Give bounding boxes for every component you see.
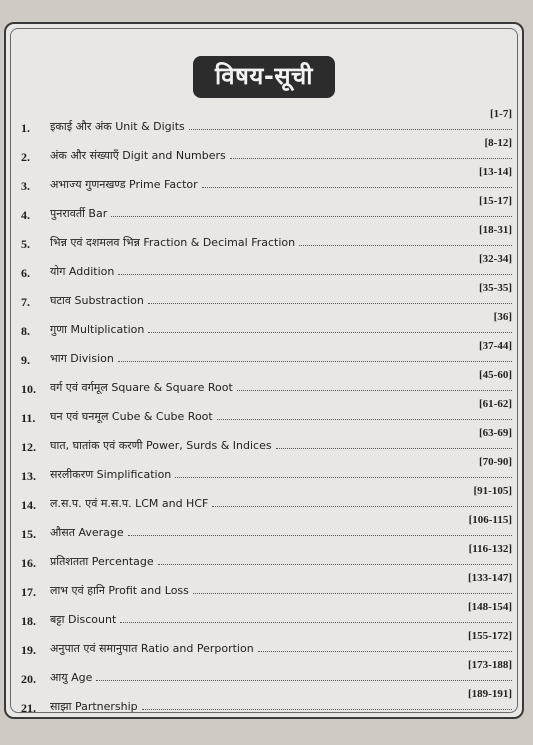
toc-entry — [16, 456, 516, 485]
entry-page-range: [189-191] — [468, 688, 512, 700]
entry-number: 13. — [21, 469, 36, 483]
entry-page-range: [133-147] — [468, 572, 512, 584]
entry-topic: पुनरावर्ती Bar — [50, 207, 108, 220]
entry-topic: बट्टा Discount — [50, 613, 117, 626]
entry-number: 4. — [21, 208, 30, 222]
entry-page-range: [116-132] — [468, 543, 512, 555]
entry-topic: अंक और संख्याएँ Digit and Numbers — [50, 149, 226, 162]
toc-entry — [16, 195, 516, 224]
dotted-leader — [230, 158, 512, 159]
toc-entry — [16, 137, 516, 166]
dotted-leader — [96, 680, 512, 681]
dotted-leader — [299, 245, 512, 246]
toc-entry — [16, 282, 516, 311]
entry-number: 3. — [21, 179, 30, 193]
entry-number: 5. — [21, 237, 30, 251]
entry-topic: औसत Average — [50, 526, 124, 539]
entry-page-range: [8-12] — [484, 137, 512, 149]
entry-topic: घटाव Substraction — [50, 294, 144, 307]
dotted-leader — [193, 593, 512, 594]
dotted-leader — [128, 535, 512, 536]
entry-topic: इकाई और अंक Unit & Digits — [50, 120, 185, 133]
entry-page-range: [63-69] — [479, 427, 512, 439]
entry-page-range: [91-105] — [473, 485, 512, 497]
entry-topic: ल.स.प. एवं म.स.प. LCM and HCF — [50, 497, 209, 510]
entry-page-range: [61-62] — [479, 398, 512, 410]
entry-number: 20. — [21, 672, 36, 686]
dotted-leader — [120, 622, 512, 623]
dotted-leader — [175, 477, 512, 478]
entry-topic: प्रतिशतता Percentage — [50, 555, 154, 568]
dotted-leader — [118, 274, 512, 275]
entry-topic: लाभ एवं हानि Profit and Loss — [50, 584, 189, 597]
entry-page-range: [32-34] — [479, 253, 512, 265]
table-of-contents — [16, 108, 516, 717]
entry-number: 6. — [21, 266, 30, 280]
dotted-leader — [158, 564, 512, 565]
toc-entry — [16, 253, 516, 282]
entry-number: 17. — [21, 585, 36, 599]
entry-page-range: [70-90] — [479, 456, 512, 468]
dotted-leader — [142, 709, 512, 710]
title-banner — [6, 56, 522, 98]
toc-entry — [16, 659, 516, 688]
toc-entry — [16, 398, 516, 427]
toc-entry — [16, 572, 516, 601]
dotted-leader — [148, 303, 512, 304]
dotted-leader — [111, 216, 512, 217]
entry-topic: घात, घातांक एवं करणी Power, Surds & Indices — [50, 439, 272, 452]
toc-entry — [16, 340, 516, 369]
entry-topic: भाग Division — [50, 352, 114, 365]
entry-number: 18. — [21, 614, 36, 628]
entry-topic: योग Addition — [50, 265, 115, 278]
dotted-leader — [118, 361, 512, 362]
entry-number: 1. — [21, 121, 30, 135]
entry-number: 10. — [21, 382, 36, 396]
entry-number: 21. — [21, 701, 36, 715]
toc-entry — [16, 311, 516, 340]
dotted-leader — [148, 332, 512, 333]
entry-page-range: [45-60] — [479, 369, 512, 381]
entry-page-range: [1-7] — [490, 108, 512, 120]
entry-number: 19. — [21, 643, 36, 657]
dotted-leader — [276, 448, 512, 449]
entry-page-range: [36] — [493, 311, 512, 323]
entry-page-range: [18-31] — [479, 224, 512, 236]
entry-topic: भिन्न एवं दशमलव भिन्न Fraction & Decimal Fraction — [50, 236, 296, 249]
dotted-leader — [202, 187, 512, 188]
entry-number: 16. — [21, 556, 36, 570]
entry-number: 2. — [21, 150, 30, 164]
toc-entry — [16, 166, 516, 195]
toc-entry — [16, 108, 516, 137]
toc-entry — [16, 369, 516, 398]
toc-entry — [16, 688, 516, 717]
entry-number: 12. — [21, 440, 36, 454]
entry-page-range: [37-44] — [479, 340, 512, 352]
toc-entry — [16, 485, 516, 514]
toc-entry — [16, 427, 516, 456]
book-page — [4, 22, 524, 719]
entry-topic: आयु Age — [50, 671, 93, 684]
dotted-leader — [189, 129, 512, 130]
entry-number: 15. — [21, 527, 36, 541]
entry-page-range: [106-115] — [468, 514, 512, 526]
dotted-leader — [258, 651, 512, 652]
entry-page-range: [148-154] — [468, 601, 512, 613]
entry-number: 9. — [21, 353, 30, 367]
toc-entry — [16, 601, 516, 630]
entry-page-range: [13-14] — [479, 166, 512, 178]
toc-entry — [16, 543, 516, 572]
dotted-leader — [217, 419, 512, 420]
entry-topic: सरलीकरण Simplification — [50, 468, 172, 481]
entry-topic: वर्ग एवं वर्गमूल Square & Square Root — [50, 381, 233, 394]
entry-topic: अनुपात एवं समानुपात Ratio and Perportion — [50, 642, 254, 655]
entry-page-range: [35-35] — [479, 282, 512, 294]
entry-topic: अभाज्य गुणनखण्ड Prime Factor — [50, 178, 198, 191]
entry-number: 8. — [21, 324, 30, 338]
toc-entry — [16, 514, 516, 543]
entry-topic: घन एवं घनमूल Cube & Cube Root — [50, 410, 213, 423]
entry-number: 11. — [21, 411, 36, 425]
page-title: विषय-सूची — [193, 56, 335, 98]
entry-topic: साझा Partnership — [50, 700, 138, 713]
toc-entry — [16, 224, 516, 253]
entry-number: 14. — [21, 498, 36, 512]
entry-page-range: [155-172] — [468, 630, 512, 642]
entry-topic: गुणा Multiplication — [50, 323, 145, 336]
entry-page-range: [173-188] — [468, 659, 512, 671]
toc-entry — [16, 630, 516, 659]
entry-page-range: [15-17] — [479, 195, 512, 207]
dotted-leader — [212, 506, 512, 507]
dotted-leader — [237, 390, 512, 391]
entry-number: 7. — [21, 295, 30, 309]
